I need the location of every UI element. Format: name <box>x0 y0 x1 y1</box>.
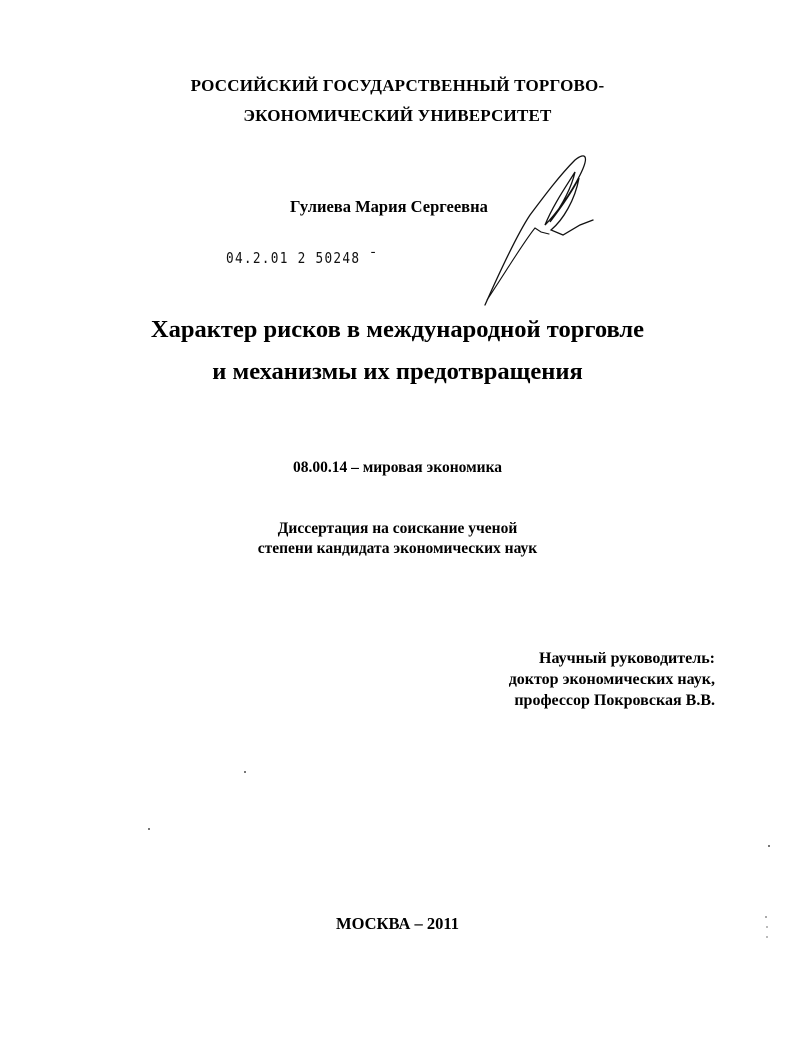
place-and-year: МОСКВА – 2011 <box>336 914 459 933</box>
thesis-title-line1: Характер рисков в международной торговле <box>150 316 645 343</box>
scan-speck <box>244 771 246 773</box>
advisor-degree: доктор экономических наук, <box>508 671 715 688</box>
university-name-line2: ЭКОНОМИЧЕСКИЙ УНИВЕРСИТЕТ <box>243 106 552 125</box>
scan-speck <box>148 828 150 830</box>
dissertation-type-line1: Диссертация на соискание ученой <box>277 520 518 537</box>
scan-speck <box>768 845 770 847</box>
signature-icon <box>475 150 615 310</box>
advisor-name: профессор Покровская В.В. <box>514 692 715 709</box>
dissertation-type-line2: степени кандидата экономических наук <box>257 540 538 557</box>
scan-speck <box>765 916 767 918</box>
specialty-code: 08.00.14 – мировая экономика <box>292 459 503 476</box>
registration-stamp: 04.2.01 2 50248 ˉ <box>226 249 379 267</box>
advisor-label: Научный руководитель: <box>539 650 715 667</box>
thesis-title-line2: и механизмы их предотвращения <box>212 358 583 385</box>
university-name-line1: РОССИЙСКИЙ ГОСУДАРСТВЕННЫЙ ТОРГОВО- <box>190 76 605 95</box>
scan-speck <box>766 926 768 928</box>
scan-speck <box>766 936 768 938</box>
author-name: Гулиева Мария Сергеевна <box>290 197 488 216</box>
